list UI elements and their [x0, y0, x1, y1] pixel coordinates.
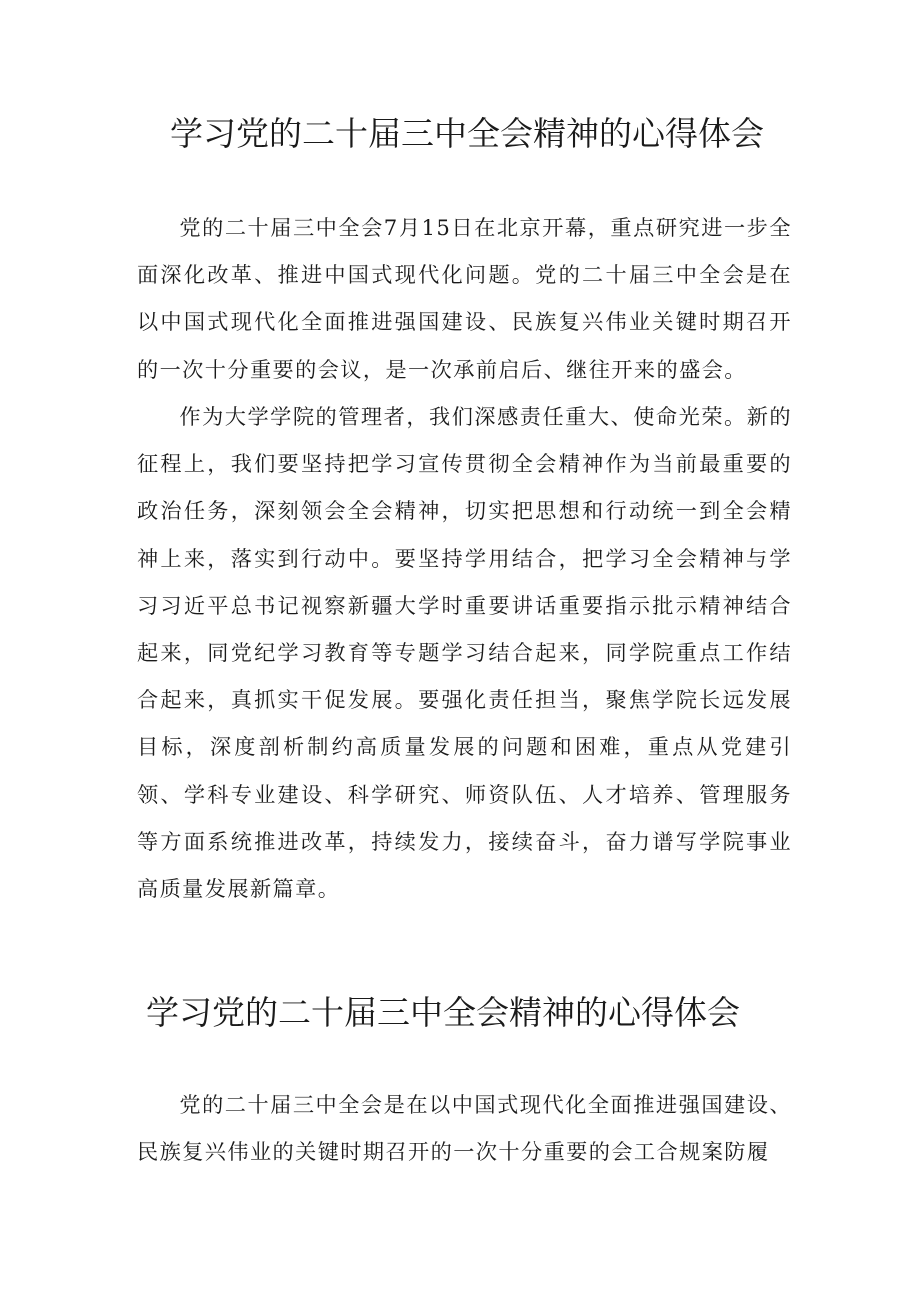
section-1-title: 学习党的二十届三中全会精神的心得体会: [170, 114, 764, 153]
section-2-paragraph-1: 党的二十届三中全会是在以中国式现代化全面推进强国建设、民族复兴伟业的关键时期召开的一次十分重要的会工合规案防履: [137, 1092, 792, 1165]
section-1-paragraph-1: 党的二十届三中全会7月15日在北京开幕，重点研究进一步全面深化改革、推进中国式现代化问题。党的二十届三中全会是在以中国式现代化全面推进强国建设、民族复兴伟业关键时期召开的一次十分重要的会议，是一次承前启后、继往开来的盛会。: [137, 215, 792, 382]
section-2-title: 学习党的二十届三中全会精神的心得体会: [146, 993, 740, 1032]
section-1-paragraph-2: 作为大学学院的管理者，我们深感责任重大、使命光荣。新的征程上，我们要坚持把学习宣传贯彻全会精神作为当前最重要的政治任务，深刻领会全会精神，切实把思想和行动统一到全会精神上来，落实到行动中。要坚持学用结合，把学习全会精神与学习习近平总书记视察新疆大学时重要讲话重要指示批示精神结合起来，同党纪学习教育等专题学习结合起来，同学院重点工作结合起来，真抓实干促发展。要强化责任担当，聚焦学院长远发展目标，深度剖析制约高质量发展的问题和困难，重点从党建引领、学科专业建设、科学研究、师资队伍、人才培养、管理服务等方面系统推进改革，持续发力，接续奋斗，奋力谱写学院事业高质量发展新篇章。: [137, 404, 792, 902]
